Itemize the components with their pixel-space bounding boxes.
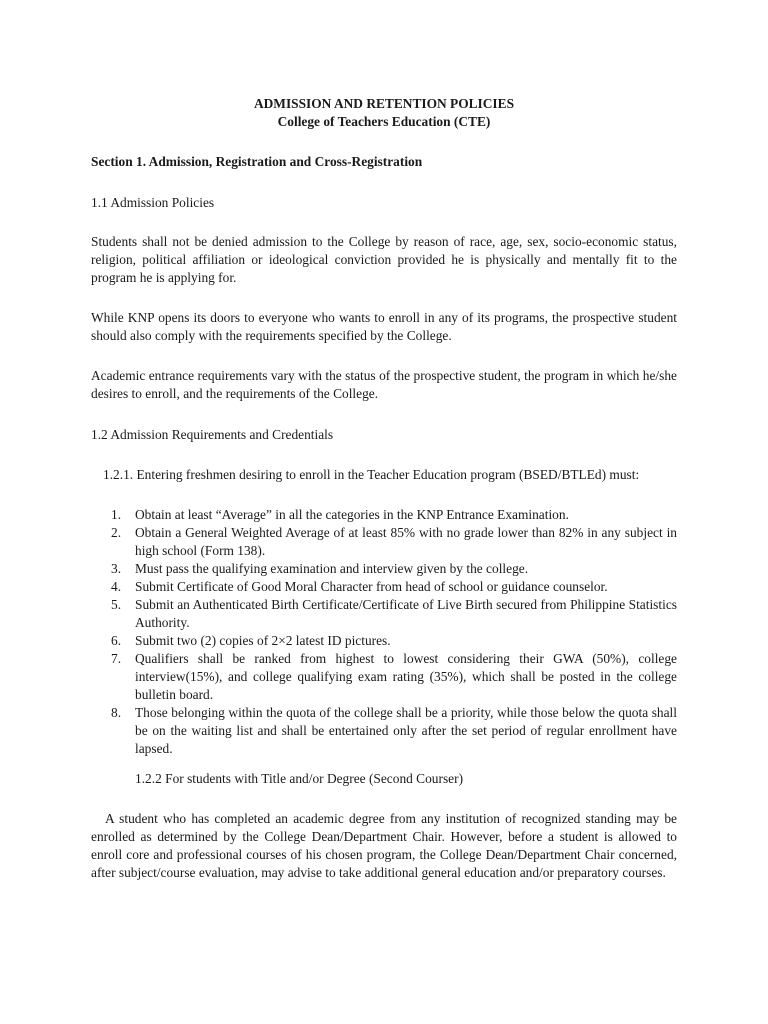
admission-requirements-heading: 1.2 Admission Requirements and Credentials [91,427,334,442]
second-courser-paragraph: A student who has completed an academic degree from any institution of recognized standing may be enrolled as determined by the College Dean/Department Chair. However, before a student is allowed to enroll core and professional courses of his chosen program, the College Dean/Department Chair concerned, after subject/course evaluation, may advise to take additional general education and/or preparatory courses. [91,811,677,880]
policy-paragraph-2: While KNP opens its doors to everyone who wants to enroll in any of its programs, the prospective student should also comply with the requirements specified by the College. [91,310,677,343]
list-item [111,560,677,578]
list-item-text: Submit an Authenticated Birth Certificate/Certificate of Live Birth secured from Philippine Statistics Authority. [135,597,677,630]
list-item-text: Qualifiers shall be ranked from highest to lowest considering their GWA (50%), college interview(15%), and college qualifying exam rating (35%), which shall be posted in the college bulletin board. [135,651,677,702]
list-item-number: 8. [111,705,122,720]
list-item-text: Obtain at least “Average” in all the categories in the KNP Entrance Examination. [135,507,569,522]
second-courser-heading: 1.2.2 For students with Title and/or Degree (Second Courser) [135,771,464,786]
list-item [111,578,677,596]
list-item [111,506,677,524]
requirements-list [91,506,677,758]
freshmen-intro: 1.2.1. Entering freshmen desiring to enroll in the Teacher Education program (BSED/BTLEd) must: [103,467,640,482]
policy-paragraph-1: Students shall not be denied admission to the College by reason of race, age, sex, socio-economic status, religion, political affiliation or ideological conviction provided he is physically and mentally fit to the program he is applying for. [91,234,677,285]
list-item-number: 7. [111,651,122,666]
list-item-number: 5. [111,597,122,612]
list-item-number: 3. [111,561,122,576]
list-item [111,632,677,650]
policy-paragraph-3: Academic entrance requirements vary with the status of the prospective student, the program in which he/she desires to enroll, and the requirements of the College. [91,368,677,401]
list-item [111,524,677,560]
list-item-number: 6. [111,633,122,648]
list-item-number: 2. [111,525,122,540]
list-item [111,704,677,758]
section-heading: Section 1. Admission, Registration and Cross-Registration [91,154,423,169]
document-subtitle: College of Teachers Education (CTE) [277,114,491,129]
list-item-text: Obtain a General Weighted Average of at least 85% with no grade lower than 82% in any subject in high school (Form 138). [135,525,677,558]
list-item-text: Submit two (2) copies of 2×2 latest ID pictures. [135,633,391,648]
list-item-text: Must pass the qualifying examination and interview given by the college. [135,561,529,576]
list-item [111,596,677,632]
list-item-text: Those belonging within the quota of the college shall be a priority, while those below the quota shall be on the waiting list and shall be entertained only after the set period of regular enrollment have lapsed. [135,705,677,756]
admission-policies-heading: 1.1 Admission Policies [91,195,215,210]
list-item-number: 4. [111,579,122,594]
document-title: ADMISSION AND RETENTION POLICIES [253,96,515,111]
list-item-text: Submit Certificate of Good Moral Character from head of school or guidance counselor. [135,579,608,594]
list-item [111,650,677,704]
list-item-number: 1. [111,507,122,522]
